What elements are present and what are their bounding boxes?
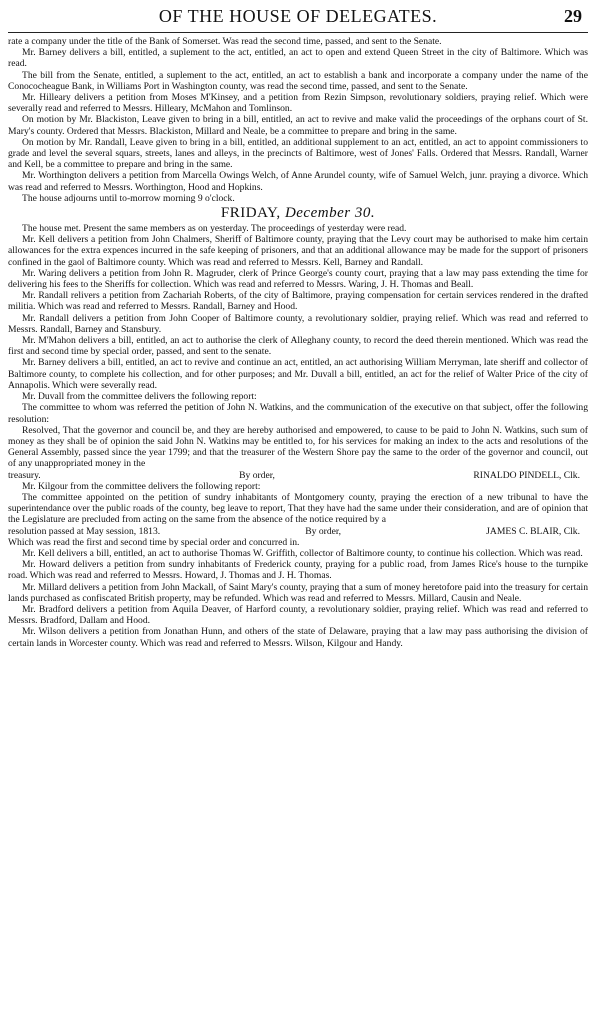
paragraph: Mr. Barney delivers a bill, entitled, an act to revive and continue an act, entitled, an act authorising William Merryman, late sheriff and collector of Baltimore county, to complete his collection, and for other purposes; and Mr. Duvall a bill, entitled, an act for the relief of Walter Price of the city of Annapolis. Which were severally read. — [8, 357, 588, 391]
paragraph: On motion by Mr. Randall, Leave given to bring in a bill, entitled, an additional supplement to an act, entitled, an act to appoint commissioners to grade and level the several squars, streets, lanes and alleys, in the precincts of Baltimore, west of Jones' Falls. Ordered that Messrs. Randall, Warner and Kell, be a committee to prepare and bring in the same. — [8, 136, 588, 171]
paragraph: Mr. Wilson delivers a petition from Jonathan Hunn, and others of the state of Delaware, praying that a law may pass authorising the division of certain lands in Worcester county. Which was read and referred to Messrs. Wilson, Kilgour and Handy. — [8, 626, 588, 649]
paragraph: Mr. Bradford delivers a petition from Aquila Deaver, of Harford county, a revolutionary soldier, praying relief. Which was read and referred to Messrs. Bradford, Dallam and Hood. — [8, 603, 588, 627]
signature-left: treasury. — [8, 469, 41, 481]
header-rule — [8, 32, 588, 33]
paragraph: Mr. Barney delivers a bill, entitled, a suplement to the act, entitled, an act to open and extend Queen Street in the city of Baltimore. Which was read. — [8, 47, 588, 70]
paragraph: The committee to whom was referred the petition of John N. Watkins, and the communication of the executive on that subject, offer the following resolution: — [8, 402, 588, 425]
paragraph: Which was read the first and second time by special order and concurred in. — [8, 536, 300, 548]
paragraph: Mr. Kell delivers a bill, entitled, an act to authorise Thomas W. Griffith, collector of Baltimore county, to continue his collection. Which was read. — [22, 547, 583, 559]
paragraph: rate a company under the title of the Bank of Somerset. Was read the second time, passed, and sent to the Senate. — [8, 36, 442, 47]
paragraph: Mr. M'Mahon delivers a bill, entitled, an act to authorise the clerk of Alleghany county, to record the deed therein mentioned. Which was read the first and second time by special order, passed, and sent to the senate. — [8, 335, 588, 358]
day-heading-day: FRIDAY, — [220, 205, 281, 222]
paragraph: The bill from the Senate, entitled, a suplement to the act, entitled, an act to establish a bank and incorporate a company under the name of the Conococheague Bank, in Williams Port in Washington county, was read the second time, passed, and sent to the Senate. — [8, 69, 588, 92]
paragraph: Mr. Howard delivers a petition from sundry inhabitants of Frederick county, praying for a public road, from James Rice's house to the turnpike road. Which was read and referred to Messrs. Howard, J. Thomas and J. H. Thomas. — [8, 559, 588, 582]
paragraph: Mr. Hilleary delivers a petition from Moses M'Kinsey, and a petition from Rezin Simpson, revolutionary soldiers, praying relief. Which were severally read and referred to Messrs. Hilleary, McMahon and Tomlinson. — [8, 92, 588, 115]
paragraph: Mr. Kell delivers a petition from John Chalmers, Sheriff of Baltimore county, praying that the Levy court may be authorised to make him certain allowances for the extra expences incurred in the safe keeping of prisoners, and that an additional allowance may be made for the support of prisoners confined in the gaol of Baltimore county. Which was read and referred to Messrs. Kell, Barney and Randall. — [8, 234, 588, 268]
paragraph: Mr. Millard delivers a petition from John Mackall, of Saint Mary's county, praying that a sum of money heretofore paid into the treasury for certain lands purchased as confiscated British property, may be refunded. Which was read and referred to Messrs. Millard, Causin and Neale. — [8, 581, 588, 604]
day-heading — [8, 205, 588, 222]
running-title: OF THE HOUSE OF DELEGATES. — [158, 6, 438, 26]
page-header — [8, 6, 588, 32]
paragraph: Mr. Duvall from the committee delivers the following report: — [22, 391, 257, 403]
paragraph: Mr. Kilgour from the committee delivers the following report: — [22, 480, 261, 492]
signature-line — [8, 470, 588, 481]
paragraph: On motion by Mr. Blackiston, Leave given to bring in a bill, entitled, an act to revive and make valid the proceedings of the orphans court of St. Mary's county. Ordered that Messrs. Blackiston, Millard and Neale, be a committee to prepare and bring in the same. — [8, 114, 588, 137]
paragraph: Mr. Worthington delivers a petition from Marcella Owings Welch, of Anne Arundel county, wife of Samuel Welch, junr. praying a divorce. Which was read and referred to Messrs. Worthington, Hood and Hopkins. — [8, 170, 588, 193]
signature-by-order: By order, — [239, 469, 275, 481]
signature-clerk: JAMES C. BLAIR, Clk. — [486, 525, 580, 537]
paragraph: The house met. Present the same members as on yesterday. The proceedings of yesterday were read. — [22, 223, 407, 235]
signature-line — [8, 526, 588, 537]
paragraph: Mr. Waring delivers a petition from John R. Magruder, clerk of Prince George's county court, praying that a law may pass extending the time for delivering his fees to the Sheriffs for collection. Which was read and referred to Messrs. Waring, J. H. Thomas and Beall. — [8, 267, 588, 291]
journal-body — [8, 36, 588, 649]
paragraph: Mr. Randall delivers a petition from John Cooper of Baltimore county, a revolutionary soldier, praying relief. Which was read and referred to Messrs. Randall, Barney and Stansbury. — [8, 312, 588, 335]
signature-left: resolution passed at May session, 1813. — [8, 525, 161, 537]
day-heading-date: December 30. — [284, 205, 376, 222]
page-number: 29 — [564, 6, 582, 26]
signature-clerk: RINALDO PINDELL, Clk. — [473, 469, 580, 481]
paragraph: Resolved, That the governor and council be, and they are hereby authorised and empowered, to cause to be paid to John N. Watkins, such sum of money as they shall be of opinion the said John N. Watkins may be entitled to, for his services for making an index to the acts and resolutions of the General Assembly, passed since the year 1799; and that the treasurer of the Western Shore pay the same to the order of the governor and council, out of any unappropriated money in the — [8, 424, 588, 470]
signature-by-order: By order, — [305, 525, 342, 537]
paragraph: Mr. Randall relivers a petition from Zachariah Roberts, of the city of Baltimore, praying compensation for certain services rendered in the drafted militia. Which was read and referred to Messrs. Randall, Barney and Hood. — [8, 290, 588, 313]
journal-page — [8, 6, 588, 649]
paragraph: The house adjourns until to-morrow morning 9 o'clock. — [22, 192, 235, 204]
paragraph: The committee appointed on the petition of sundry inhabitants of Montgomery county, praying the erection of a new tribunal to have the superintendance over the public roads of the county, beg leave to report, That they have had the same under their consideration, and are of opinion that the Legislature are precluded from acting on the same from the absence of the notice required by a — [8, 491, 588, 526]
